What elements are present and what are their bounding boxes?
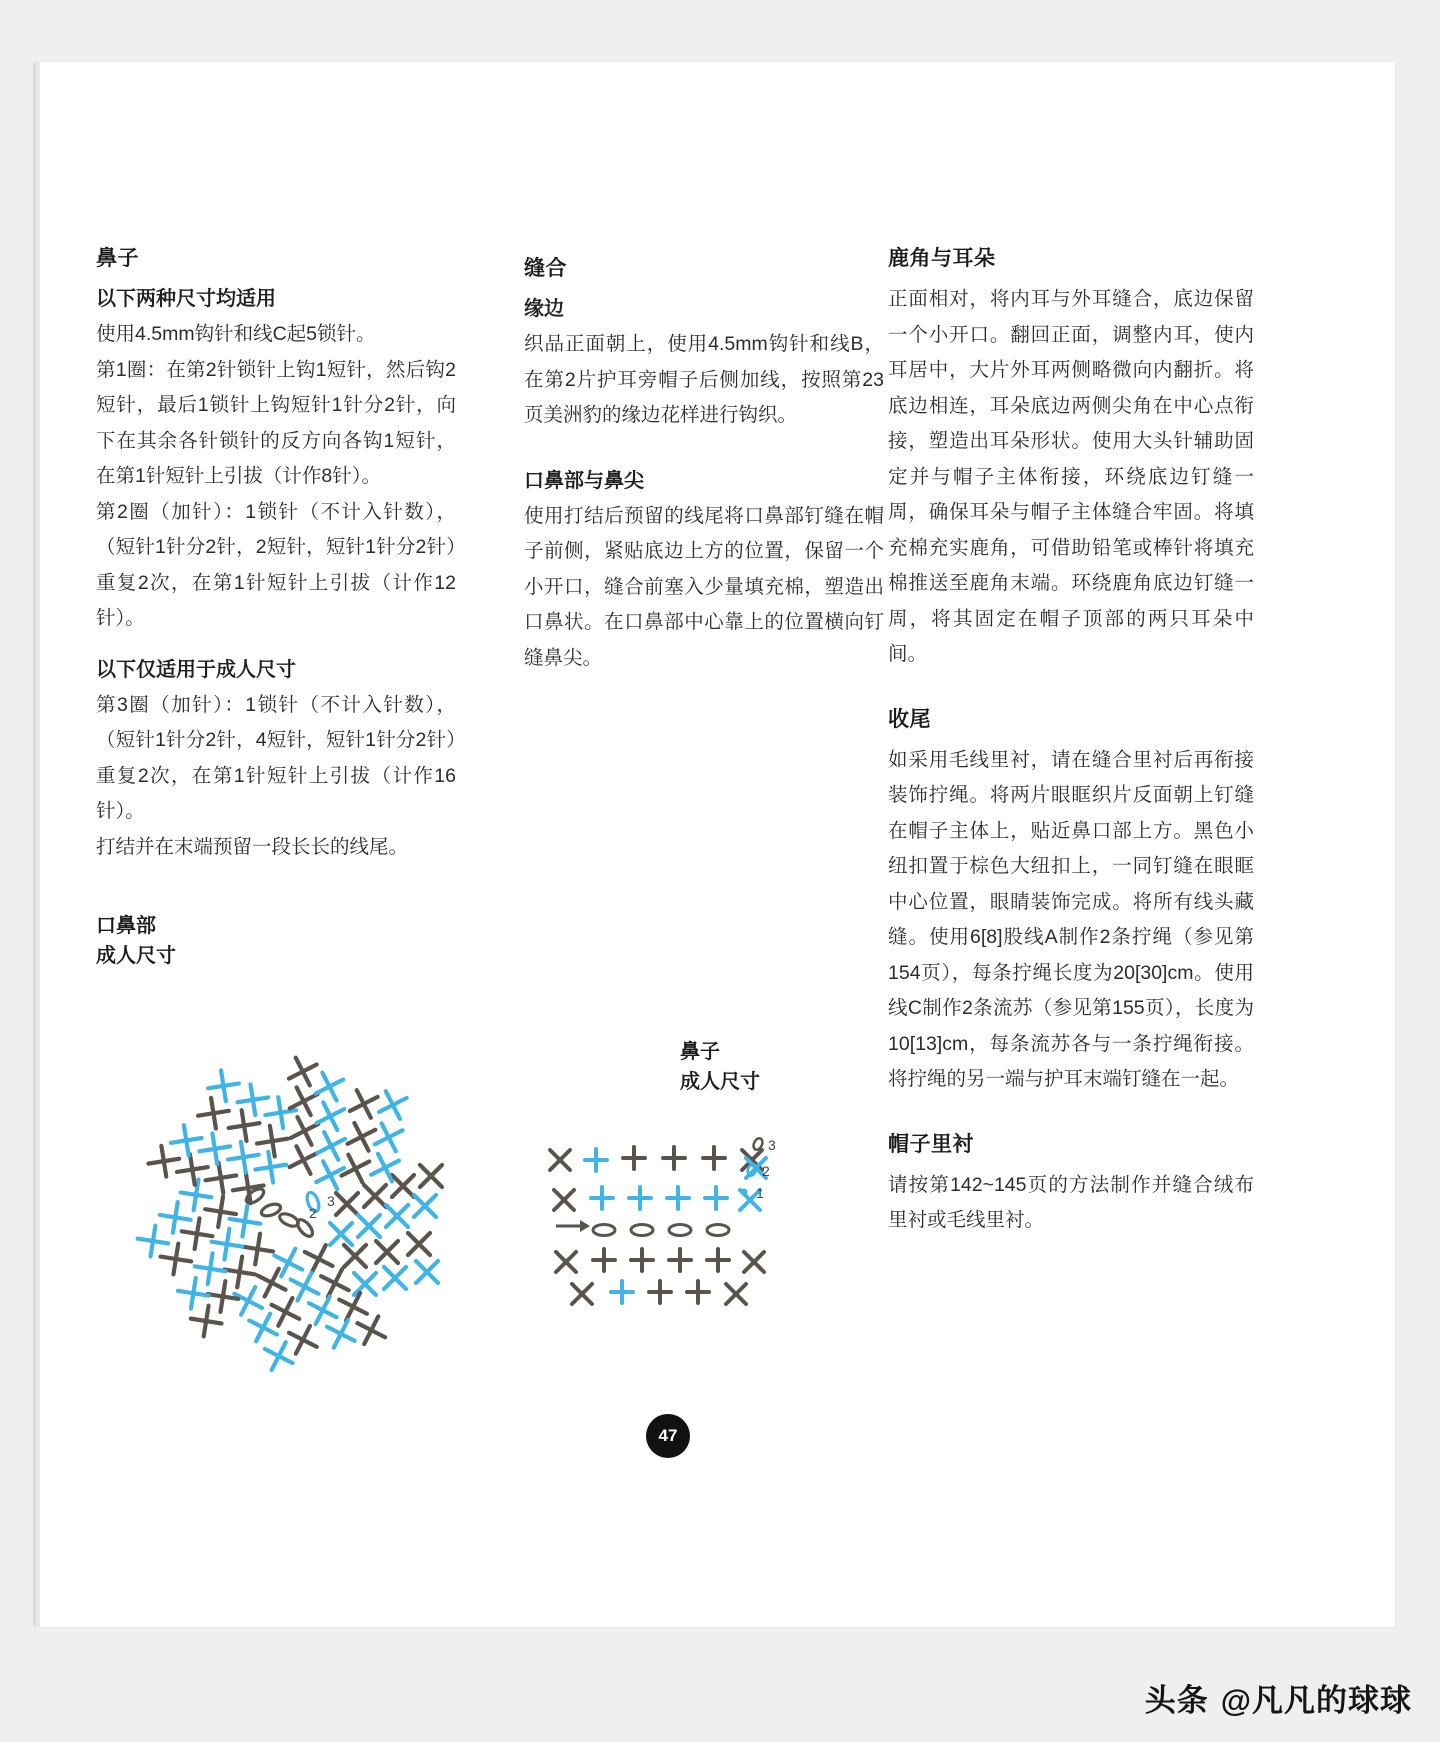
crochet-chart-muzzle — [90, 1012, 510, 1442]
page-sheet — [40, 62, 1395, 1627]
svg-text:2: 2 — [762, 1163, 770, 1179]
section-heading-assembly: 缝合 — [524, 257, 567, 280]
section-heading-finishing: 收尾 — [888, 707, 931, 731]
nose-round-1: 第1圈：在第2针锁针上钩1短针，然后钩2短针，最后1锁针上钩短针1针分2针，向下在其余各针锁针的反方向各钩1短针，在第1针短针上引拔（计作8针）。 — [96, 358, 456, 487]
finishing-paragraph: 如采用毛线里衬，请在缝合里衬后再衔接装饰拧绳。将两片眼眶织片反面朝上钉缝在帽子主体上，贴近鼻口部上方。黑色小纽扣置于棕色大纽扣上，一同钉缝在眼眶中心位置，眼睛装饰完成。将所有线头藏缝。使用6[8]股线A制作2条拧绳（参见第154页），每条拧绳长度为20[30]cm。使用线C制作2条流苏（参见第155页），长度为10[13]cm，每条流苏各与一条拧绳衔接。将拧绳的另一端与护耳末端钉缝在一起。 — [888, 748, 1254, 1090]
crochet-chart-nose — [530, 1122, 830, 1322]
column-left — [96, 242, 456, 971]
chart-caption-muzzle-title: 口鼻部 — [96, 915, 156, 937]
column-middle — [524, 242, 884, 676]
nose-round-3: 第3圈（加针）：1锁针（不计入针数），（短针1针分2针，4短针，短针1针分2针）重复2次，在第1针短针上引拔（计作16针）。 — [96, 693, 456, 822]
subheading-edging: 缘边 — [524, 298, 564, 320]
page-number-badge: 47 — [646, 1414, 690, 1458]
watermark-account: @凡凡的球球 — [1220, 1683, 1412, 1718]
nose-round-2: 第2圈（加针）：1锁针（不计入针数），（短针1针分2针，2短针，短针1针分2针）重复2次，在第1针短针上引拔（计作12针）。 — [96, 500, 456, 629]
edging-paragraph: 织品正面朝上，使用4.5mm钩针和线B，在第2片护耳旁帽子后侧加线，按照第23页美洲豹的缘边花样进行钩织。 — [524, 333, 884, 426]
chart-caption-nose-size: 成人尺寸 — [680, 1071, 760, 1093]
chart-caption-nose — [680, 1037, 760, 1097]
svg-text:3: 3 — [327, 1193, 335, 1209]
section-heading-hat-lining: 帽子里衬 — [888, 1132, 974, 1156]
antlers-ears-paragraph: 正面相对，将内耳与外耳缝合，底边保留一个小开口。翻回正面，调整内耳，使内耳居中，大片外耳两侧略微向内翻折。将底边相连，耳朵底边两侧尖角在中心点衔接，塑造出耳朵形状。使用大头针辅助固定并与帽子主体衔接，环绕底边钉缝一周，确保耳朵与帽子主体缝合牢固。将填充棉充实鹿角，可借助铅笔或棒针将填充棉推送至鹿角末端。环绕鹿角底边钉缝一周，将其固定在帽子顶部的两只耳朵中间。 — [888, 288, 1254, 665]
nose-finish-note: 打结并在末端预留一段长长的线尾。 — [96, 835, 409, 858]
hat-lining-paragraph: 请按第142~145页的方法制作并缝合绒布里衬或毛线里衬。 — [888, 1173, 1254, 1231]
subheading-muzzle-and-nosetip: 口鼻部与鼻尖 — [524, 469, 644, 492]
watermark-platform: 头条 — [1144, 1683, 1209, 1718]
subheading-both-sizes: 以下两种尺寸均适用 — [96, 288, 276, 310]
nose-paragraph-1: 使用4.5mm钩针和线C起5锁针。 — [96, 323, 376, 345]
section-heading-nose: 鼻子 — [96, 247, 139, 270]
watermark — [1145, 1675, 1412, 1720]
column-right — [888, 242, 1254, 1239]
subheading-adult-only: 以下仅适用于成人尺寸 — [96, 658, 296, 681]
chart-caption-muzzle-size: 成人尺寸 — [96, 945, 176, 967]
svg-text:1: 1 — [756, 1185, 764, 1201]
chart-caption-nose-title: 鼻子 — [680, 1041, 720, 1063]
muzzle-paragraph: 使用打结后预留的线尾将口鼻部钉缝在帽子前侧，紧贴底边上方的位置，保留一个小开口，缝合前塞入少量填充棉，塑造出口鼻状。在口鼻部中心靠上的位置横向钉缝鼻尖。 — [524, 504, 884, 669]
svg-text:3: 3 — [768, 1137, 776, 1153]
svg-text:2: 2 — [309, 1205, 317, 1221]
section-heading-antlers-ears: 鹿角与耳朵 — [888, 247, 996, 270]
